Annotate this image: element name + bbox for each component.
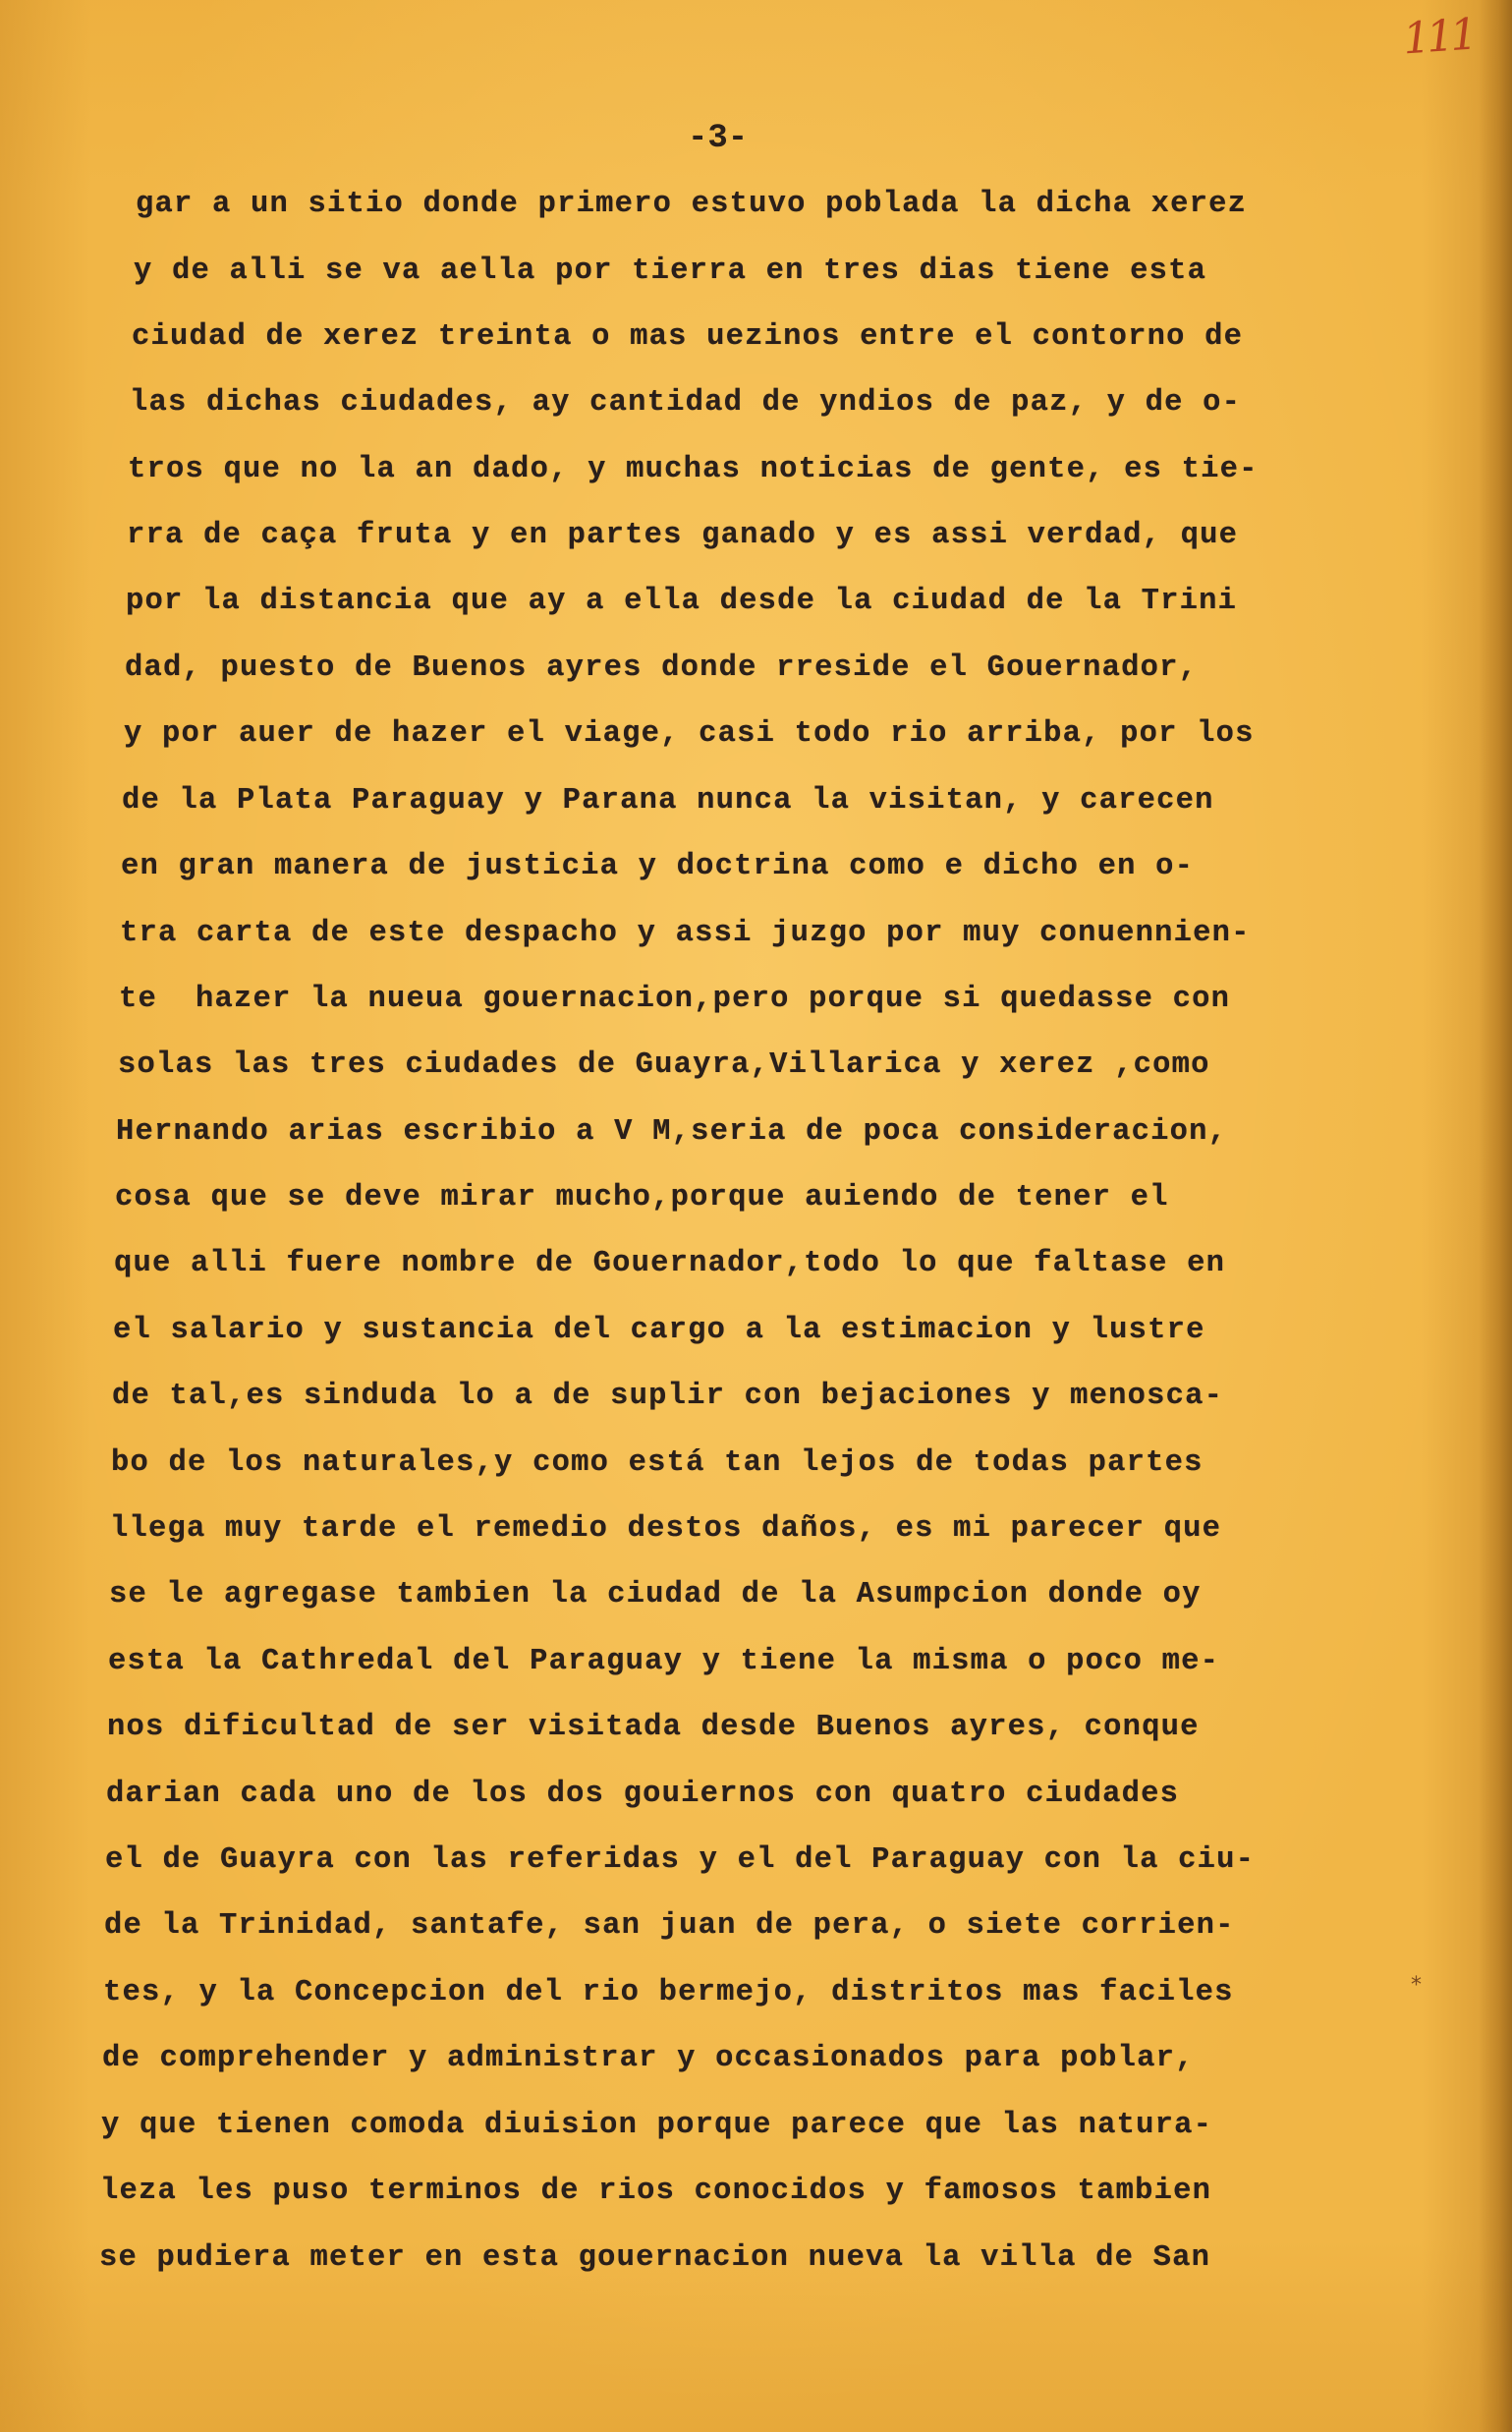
text-line: Hernando arias escribio a V M,seria de poca consideracion, — [116, 1115, 1228, 1149]
text-line: se pudiera meter en esta gouernacion nueva la villa de San — [99, 2241, 1211, 2275]
text-line: gar a un sitio donde primero estuvo poblada la dicha xerez — [136, 188, 1248, 221]
text-line: darian cada uno de los dos gouiernos con quatro ciudades — [106, 1778, 1180, 1811]
text-line: tes, y la Concepcion del rio bermejo, distritos mas faciles — [103, 1976, 1234, 2009]
text-line: y que tienen comoda diuision porque parece que las natura- — [101, 2109, 1213, 2142]
text-line: rra de caça fruta y en partes ganado y es assi verdad, que — [127, 519, 1239, 552]
text-line: llega muy tarde el remedio destos daños, es mi parecer que — [110, 1512, 1222, 1546]
text-line: cosa que se deve mirar mucho,porque auiendo de tener el — [115, 1181, 1169, 1215]
text-line: tros que no la an dado, y muchas noticias de gente, es tie- — [128, 453, 1259, 486]
text-line: ciudad de xerez treinta o mas uezinos entre el contorno de — [132, 320, 1244, 354]
page-number: -3- — [688, 120, 749, 157]
text-line: de tal,es sinduda lo a de suplir con bejaciones y menosca- — [112, 1380, 1224, 1413]
text-line: de la Plata Paraguay y Parana nunca la visitan, y carecen — [122, 784, 1214, 818]
text-line: solas las tres ciudades de Guayra,Villarica y xerez ,como — [118, 1048, 1210, 1082]
text-line: el de Guayra con las referidas y el del Paraguay con la ciu- — [105, 1843, 1256, 1877]
text-line: las dichas ciudades, ay cantidad de yndios de paz, y de o- — [130, 386, 1242, 420]
text-line: leza les puso terminos de rios conocidos y famosos tambien — [100, 2175, 1212, 2208]
text-line: de comprehender y administrar y occasionados para poblar, — [102, 2042, 1195, 2075]
text-line: te hazer la nueua gouernacion,pero porque si quedasse con — [119, 983, 1231, 1016]
text-line: dad, puesto de Buenos ayres donde rreside el Gouernador, — [125, 651, 1199, 685]
text-line: se le agregase tambien la ciudad de la Asumpcion donde oy — [109, 1578, 1202, 1612]
margin-mark-icon: * — [1411, 1973, 1422, 1998]
folio-number: 111 — [1401, 9, 1476, 65]
text-line: nos dificultad de ser visitada desde Buenos ayres, conque — [107, 1711, 1200, 1744]
text-line: tra carta de este despacho y assi juzgo por muy conuennien- — [120, 917, 1251, 950]
text-line: y de alli se va aella por tierra en tres dias tiene esta — [134, 255, 1207, 288]
text-line: bo de los naturales,y como está tan lejos de todas partes — [111, 1446, 1204, 1480]
text-line: de la Trinidad, santafe, san juan de pera, o siete corrien- — [104, 1909, 1235, 1943]
text-line: y por auer de hazer el viage, casi todo rio arriba, por los — [124, 717, 1255, 751]
text-line: por la distancia que ay a ella desde la ciudad de la Trini — [126, 585, 1238, 618]
text-line: esta la Cathredal del Paraguay y tiene la misma o poco me- — [108, 1645, 1220, 1678]
text-line: en gran manera de justicia y doctrina como e dicho en o- — [121, 850, 1195, 883]
text-line: el salario y sustancia del cargo a la estimacion y lustre — [113, 1314, 1205, 1347]
text-line: que alli fuere nombre de Gouernador,todo lo que faltase en — [114, 1247, 1226, 1280]
